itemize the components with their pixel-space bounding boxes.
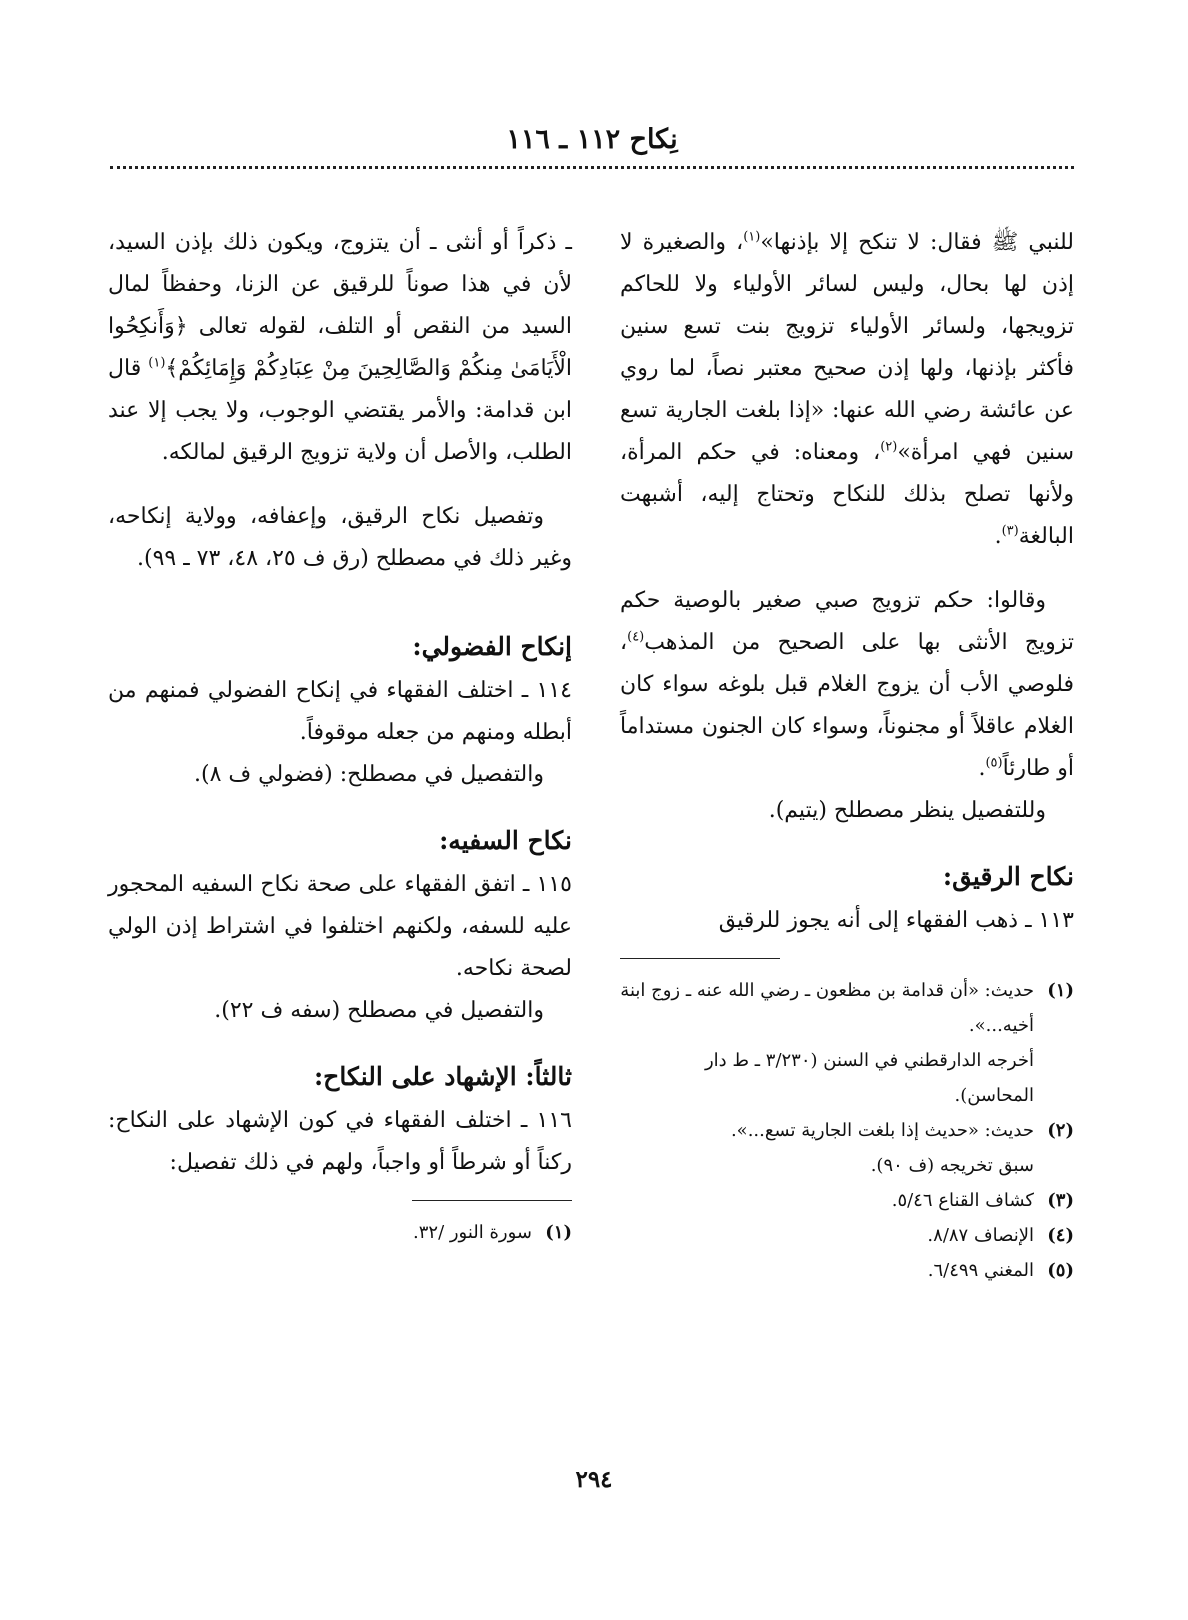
paragraph-right-1: للنبي ﷺ فقال: لا تنكح إلا بإذنها»$^{(١)}$، والصغيرة لا إذن لها بحال، وليس لسائر الأولياء ولا للحاكم تزويجها، ولسائر الأولياء تزويج بنت تسع سنين فأكثر بإذنها، ولها إذن صحيح معتبر نصاً، لما روي عن عائشة رضي الله عنها: «إذا بلغت الجارية تسع سنين فهي امرأة»$^{(٢)}$، ومعناه: في حكم المرأة، ولأنها تصلح بذلك للنكاح وتحتاج إليه، أشبهت البالغة$^{(٣)}$. <box>620 229 1074 549</box>
section-heading: ثالثاً: الإشهاد على النكاح: <box>313 1062 572 1091</box>
footnote-ref: (١) <box>743 229 761 245</box>
section-text: ١١٥ ـ اتفق الفقهاء على صحة نكاح السفيه المحجور عليه للسفه، ولكنهم اختلفوا في اشتراط إذن الولي لصحة نكاحه. <box>108 872 572 981</box>
left-column <box>108 222 572 1250</box>
right-column <box>620 222 1074 1288</box>
footnote: (٣) كشاف القناع ٥/٤٦. <box>891 1190 1074 1211</box>
paragraph-right-3: وللتفصيل ينظر مصطلح (يتيم). <box>768 798 1046 823</box>
footnote-ref: (٣) <box>1001 523 1019 539</box>
footnote: (٢) حديث: «حديث إذا بلغت الجارية تسع...». سبق تخريجه (ف ٩٠). <box>730 1120 1074 1176</box>
footnote: (١) سورة النور /٣٢. <box>413 1222 572 1243</box>
section-text: ١١٤ ـ اختلف الفقهاء في إنكاح الفضولي فمنهم من أبطله ومنهم من جعله موقوفاً. <box>108 678 572 745</box>
header-title: نِكاح ١١٢ ـ ١١٦ <box>506 124 678 155</box>
section-reference: والتفصيل في مصطلح (سفه ف ٢٢). <box>214 998 544 1023</box>
section-heading: إنكاح الفضولي: <box>412 632 572 661</box>
footnote-rule <box>620 958 780 959</box>
paragraph-right-4: ١١٣ ـ ذهب الفقهاء إلى أنه يجوز للرقيق <box>718 908 1074 933</box>
footnote-ref: (٥) <box>985 755 1003 771</box>
page-number: ٢٩٤ <box>575 1466 613 1493</box>
section-reference: والتفصيل في مصطلح: (فضولي ف ٨). <box>193 762 544 787</box>
footnote-rule <box>412 1200 572 1201</box>
section-heading: نكاح السفيه: <box>439 826 572 855</box>
footnote-ref: (٢) <box>880 439 898 455</box>
section-text: ١١٦ ـ اختلف الفقهاء في كون الإشهاد على النكاح: ركناً أو شرطاً أو واجباً، ولهم في ذلك تفصيل: <box>108 1108 572 1175</box>
paragraph-left-1: ـ ذكراً أو أنثى ـ أن يتزوج، ويكون ذلك بإذن السيد، لأن في هذا صوناً للرقيق عن الزنا، وحفظاً لمال السيد من النقص أو التلف، لقوله تعالى ﴿وَأَنكِحُوا الْأَيَامَىٰ مِنكُمْ وَالصَّالِحِينَ مِنْ عِبَادِكُمْ وَإِمَائِكُمْ﴾$^{(١)}$ قال ابن قدامة: والأمر يقتضي الوجوب، ولا يجب إلا عند الطلب، والأصل أن ولاية تزويج الرقيق لمالكه. <box>108 230 572 465</box>
footnote-ref: (٤) <box>627 629 645 645</box>
footnote: (٥) المغني ٦/٤٩٩. <box>927 1260 1074 1281</box>
footnote: (١) حديث: «أن قدامة بن مظعون ـ رضي الله عنه ـ زوج ابنة أخيه...». أخرجه الدارقطني في السنن (٣/٢٣٠ ـ ط دار المحاسن). <box>620 980 1074 1106</box>
running-header <box>110 118 1074 180</box>
paragraph-right-2: وقالوا: حكم تزويج صبي صغير بالوصية حكم تزويج الأنثى بها على الصحيح من المذهب$^{(٤)}$، فلوصي الأب أن يزوج الغلام قبل بلوغه سواء كان الغلام عاقلاً أو مجنوناً، وسواء كان الجنون مستداماً أو طارئاً$^{(٥)}$. <box>620 588 1074 781</box>
section-heading: نكاح الرقيق: <box>942 862 1074 891</box>
paragraph-left-2: وتفصيل نكاح الرقيق، وإعفافه، وولاية إنكاحه، وغير ذلك في مصطلح (رق ف ٢٥، ٤٨، ٧٣ ـ ٩٩). <box>108 504 572 571</box>
footnote-ref: (١) <box>148 355 166 371</box>
dotted-rule <box>110 166 1074 169</box>
footnotes-right <box>620 973 1074 1288</box>
footnotes-left <box>108 1215 572 1250</box>
footnote: (٤) الإنصاف ٨/٨٧. <box>927 1225 1074 1246</box>
